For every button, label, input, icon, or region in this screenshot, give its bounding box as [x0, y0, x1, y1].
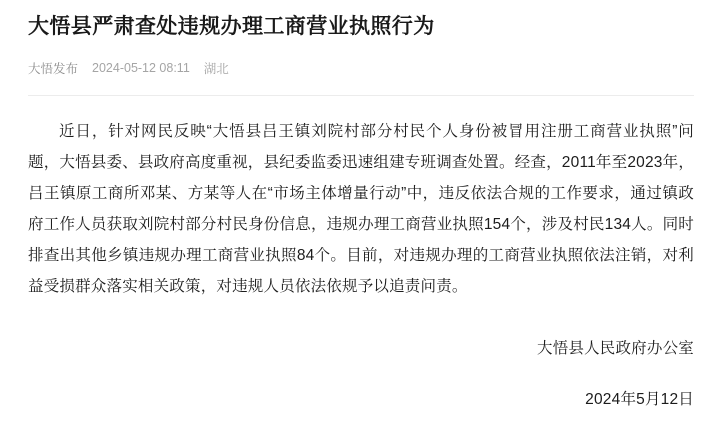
meta-source: 大悟发布: [28, 62, 79, 76]
header-divider: [28, 95, 694, 96]
signature-org: 大悟县人民政府办公室: [536, 340, 694, 357]
meta-region: 湖北: [203, 62, 229, 76]
page-title: 大悟县严肃查处违规办理工商营业执照行为: [28, 15, 435, 38]
signature-date: 2024年5月12日: [585, 391, 694, 408]
body-paragraph: 近日，针对网民反映“大悟县吕王镇刘院村部分村民个人身份被冒用注册工商营业执照”问题，大悟县委、县政府高度重视，县纪委监委迅速组建专班调查处置。经查，2011年至2023年，吕王镇原工商所邓某、方某等人在“市场主体增量行动”中，违反依法合规的工作要求，通过镇政府工作人员获取刘院村部分村民身份信息，违规办理工商营业执照154个，涉及村民134人。同时排查出其他乡镇违规办理工商营业执照84个。目前，对违规办理的工商营业执照依法注销，对利益受损群众落实相关政策，对违规人员依法依规予以追责问责。: [28, 123, 695, 295]
meta-datetime: 2024-05-12 08:11: [92, 61, 190, 75]
article-body: [28, 116, 694, 302]
article-meta: [28, 59, 694, 77]
